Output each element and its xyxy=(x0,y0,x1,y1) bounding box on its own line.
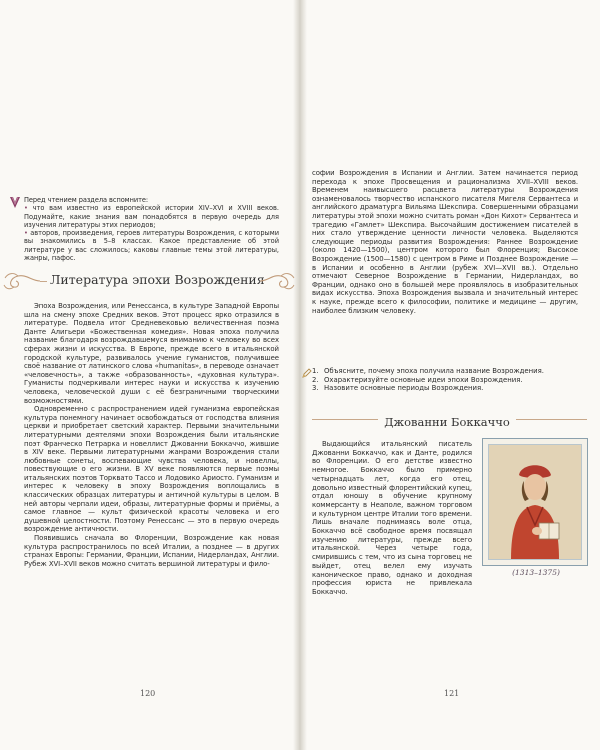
left-body xyxy=(24,302,279,568)
question-item: 3. Назовите основные периоды Возрождения. xyxy=(312,384,484,393)
paragraph: Одновременно с распространением идей гуманизма европейская культура понемногу начинает освобождаться от господства влияния церкви и приобретает светский характер. Первыми значительными литературными деятелями эпохи Возрождения были итальянские поэт Франческо Петрарка и новеллист Джованни Боккаччо, жившие в XIV веке. Первыми литературными жанрами Возрождения стали любовные сонеты, воспевающие чувства человека, и новеллы, повествующие о его жизни. В XV веке появляются первые поэмы итальянских поэтов Торквато Тассо и Лодовико Ариосто. Гуманизм и интерес к человеку в эпоху Возрождения воплощались в классических образцах литературы и античной культуры в целом. В ней авторы черпали идеи, образы, литературные формы и приёмы, а самое главное — культ физической красоты человека и его душевной целостности. Поэтому Ренессанс — это в первую очередь возрождение античности. xyxy=(24,405,279,534)
paragraph: софии Возрождения в Испании и Англии. Затем начинается период перехода к эпохе Просвещения и рационализма XVII–XVIII веков. Временем наивысшего расцвета литературы Возрождения ознаменовалось творчество испанского писателя Мигеля Сервантеса и английского драматурга Вильяма Шекспира. Совершенными образцами литературы этой эпохи можно считать роман «Дон Кихот» Сервантеса и трагедию «Гамлет» Шекспира. Высочайшим достижением писателей в них стало утверждение ценности личности человека. Выделяются следующие периоды развития Возрождения: Раннее Возрождение (около 1420—1500), центром которого был Флоренция; Высокое Возрождение (1500—1580) с центром в Риме и Позднее Возрождение — в Испании и особенно в Англии (рубеж XVI—XVII вв.). Отдельно отмечают Северное Возрождение в Германии, Нидерландах, во Франции, однако оно в большей мере проявлялось в изобразительных видах искусства. Эпоха Возрождения вызвала и значительный интерес к науке, прежде всего к философии, политике и медицине — другим, наиболее близким человеку. xyxy=(312,169,578,315)
paragraph: Эпоха Возрождения, или Ренессанса, в культуре Западной Европы шла на смену эпохе Средних веков. Этот процесс ярко отразился в литературе. Подвела итог Средневековью величественная поэма Данте Алигьери «Божественная комедия». Новая эпоха получила название благодаря возрождавшемуся вниманию к человеку во всех сферах жизни и искусства. В Европе, прежде всего в итальянской городской культуре, развивалось учение гуманистов, получившее своё название от латинского слова «humanitas», в переводе означает «человечность», а также «образованность», «духовная культура». Гуманисты подчеркивали интерес науки и искусства к изучению человека, человеческой души с её безграничными творческими возможностями. xyxy=(24,302,279,405)
paragraph: Появившись сначала во Флоренции, Возрождение как новая культура распространилось по всей Италии, а позднее — в других странах Европы: Германии, Франции, Испании, Нидерландах, Англии. Рубеж XVI–XVII веков можно считать вершиной литературы и фило- xyxy=(24,534,279,568)
questions-list xyxy=(312,367,578,393)
intro-item: • авторов, произведения, героев литературы Возрождения, с которыми вы знакомились в 5–8 классах. Какое представление об этой литературе у вас сложилось; каковы главные темы этой литературы, жанры, пафос. xyxy=(24,229,279,263)
portrait-inner xyxy=(488,444,582,560)
question-item: 2. Охарактеризуйте основные идеи эпохи Возрождения. xyxy=(312,375,523,384)
portrait-caption: (1313–1375) xyxy=(512,568,560,577)
paragraph: Выдающийся итальянский писатель Джованни Боккаччо, как и Данте, родился во Флоренции. О его детстве известно немногое. Боккаччо было примерно четырнадцать лет, когда его отец, довольно известный флорентийский купец, отдал юношу в обучение крупному коммерсанту в Неаполе, важном торговом и культурном центре Италии того времени. Лишь вначале поднимаясь воле отца, Боккаччо всё свободное время посвящал изучению литературы, прежде всего итальянской. Через четыре года, смирившись с тем, что из сына торговец не выйдет, отец велел ему изучать каноническое право, однако и доходная профессия юриста не привлекала Боккаччо. xyxy=(312,440,472,596)
ornament-right-icon xyxy=(258,270,296,292)
portrait-image xyxy=(489,445,581,559)
question-item: 1. Объясните, почему эпоха получила название Возрождения. xyxy=(312,367,544,375)
questions-block xyxy=(312,367,578,393)
intro-body xyxy=(24,196,279,262)
author-bio xyxy=(312,440,472,597)
intro-marker-icon xyxy=(9,196,21,210)
author-name: Джованни Боккаччо xyxy=(378,415,516,429)
intro-block xyxy=(9,196,279,262)
page-number-left: 120 xyxy=(140,689,156,698)
intro-item: • что вам известно из европейской истории XIV–XVI и XVIII веков. Подумайте, какие знания вам понадобятся в первую очередь для изучения литературы этих периодов; xyxy=(24,204,279,229)
right-top-text xyxy=(312,169,578,315)
page-number-right: 121 xyxy=(444,689,460,698)
intro-lead: Перед чтением раздела вспомните: xyxy=(24,196,149,204)
section-title: Литература эпохи Возрождения xyxy=(47,272,268,287)
pencil-icon xyxy=(302,368,312,378)
portrait-frame xyxy=(482,438,588,566)
author-heading xyxy=(302,406,592,432)
intro-list xyxy=(24,204,279,262)
section-heading xyxy=(0,265,299,295)
ornament-left-icon xyxy=(2,270,42,292)
